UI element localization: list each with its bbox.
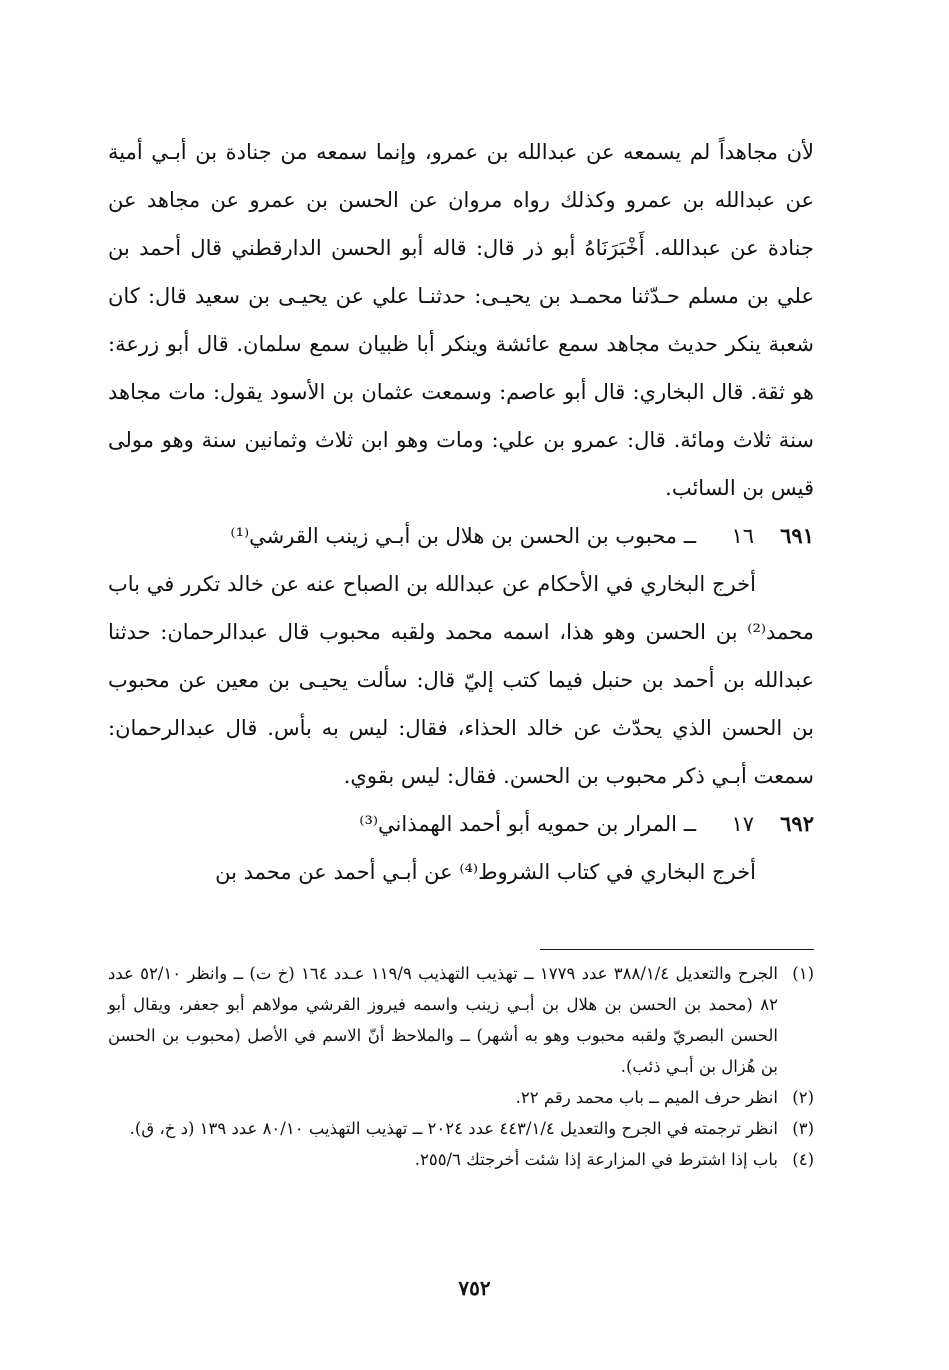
entry-sequence: ١٦ <box>731 524 754 548</box>
footnote-divider <box>540 949 814 950</box>
footnote-mark: (٣) <box>792 1119 814 1138</box>
entry-691 <box>108 512 814 560</box>
entry-number: ٦٩١ <box>780 523 814 548</box>
paragraph-1: لأن مجاهداً لم يسمعه عن عبدالله بن عمرو، وإنما سمعه من جنادة بن أبـي أمية عن عبدالله بن عمرو وكذلك رواه مروان عن الحسن بن عمرو عن مجاهد عن جنادة عن عبدالله. أَخْبَرَنَاهُ أبو ذر قال: قاله أبو الحسن الدارقطني قال أحمد بن علي بن مسلم حـدّثنا محمـد بن يحيـى: حدثنـا علي عن يحيـى بن سعيد قال: كان شعبة ينكر حديث مجاهد سمع عائشة وينكر أبا ظبيان سمع سلمان. قال أبو زرعة: هو ثقة. قال البخاري: قال أبو عاصم: وسمعت عثمان بن الأسود يقول: مات مجاهد سنة ثلاث ومائة. قال: عمرو بن علي: ومات وهو ابن ثلاث وثمانين سنة وهو مولى قيس بن السائب. <box>108 140 814 500</box>
entry-692 <box>108 800 814 848</box>
footnote-mark: (٢) <box>792 1088 814 1107</box>
entry-number: ٦٩٢ <box>780 811 814 836</box>
main-text <box>108 128 814 896</box>
entry-heading: ــ المرار بن حمويه أبو أحمد الهمذاني⁽³⁾ <box>359 812 696 836</box>
footnote-mark: (١) <box>792 964 814 983</box>
footnote-mark: (٤) <box>792 1150 814 1169</box>
footnote-2 <box>108 1082 814 1113</box>
paragraph-2: أخرج البخاري في الأحكام عن عبدالله بن الصباح عنه عن خالد تكرر في باب محمد⁽²⁾ بن الحسن وهو هذا، اسمه محمد ولقبه محبوب قال عبدالرحمان: حدثنا عبدالله بن أحمد بن حنبل فيما كتب إليّ قال: سألت يحيـى بن معين عن محبوب بن الحسن الذي يحدّث عن خالد الحذاء، فقال: ليس به بأس. قال عبدالرحمان: سمعت أبـي ذكر محبوب بن الحسن. فقال: ليس بقوي. <box>108 572 814 788</box>
footnote-4 <box>108 1144 814 1175</box>
footnote-text: الجرح والتعديل ٣٨٨/١/٤ عدد ١٧٧٩ ــ تهذيب التهذيب ١١٩/٩ عـدد ١٦٤ (خ ت) ــ وانظر ٥٢/١٠ عدد ٨٢ (محمد بن الحسن بن هلال بن أبـي زينب واسمه فيروز القرشي مولاهم أبو جعفر، ويقال أبو الحسن البصريّ ولقبه محبوب وهو به أشهر) ــ والملاحظ أنّ الاسم في الأصل (محبوب بن الحسن بن هُزال بن أبـي ذئب). <box>108 964 778 1076</box>
footnotes <box>108 958 814 1175</box>
footnote-3 <box>108 1113 814 1144</box>
page-number: ٧٥٢ <box>458 1276 491 1300</box>
paragraph-3: أخرج البخاري في كتاب الشروط⁽⁴⁾ عن أبـي أحمد عن محمد بن <box>215 860 756 884</box>
entry-heading: ــ محبوب بن الحسن بن هلال بن أبـي زينب القرشي⁽¹⁾ <box>230 524 696 548</box>
footnote-text: باب إذا اشترط في المزارعة إذا شئت أخرجتك ٢٥٥/٦. <box>414 1150 778 1169</box>
footnote-text: انظر حرف الميم ــ باب محمد رقم ٢٢. <box>515 1088 778 1107</box>
entry-sequence: ١٧ <box>731 812 754 836</box>
footnote-text: انظر ترجمته في الجرح والتعديل ٤٤٣/١/٤ عدد ٢٠٢٤ ــ تهذيب التهذيب ٨٠/١٠ عدد ١٣٩ (د خ، ق). <box>129 1119 778 1138</box>
footnote-1 <box>108 958 814 1082</box>
